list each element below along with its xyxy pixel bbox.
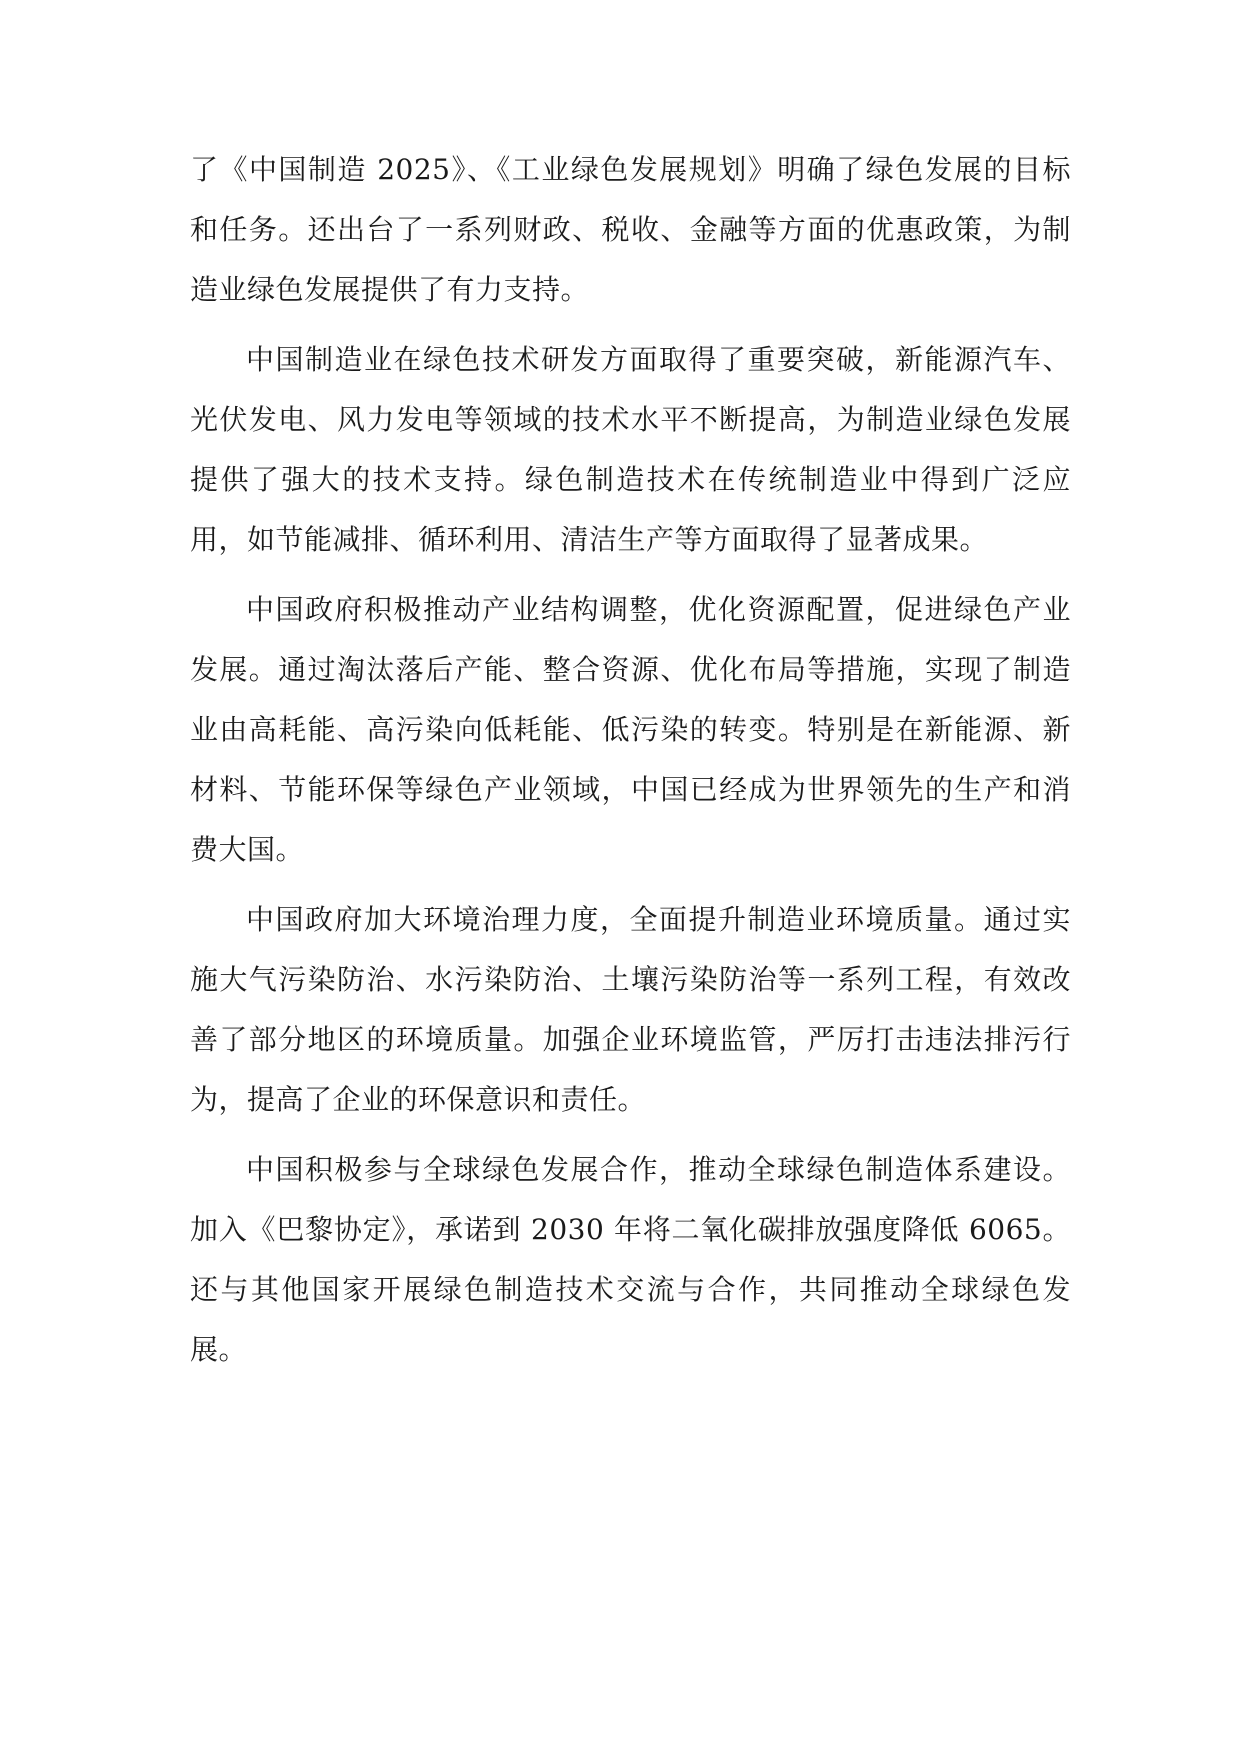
paragraph-5: 中国积极参与全球绿色发展合作，推动全球绿色制造体系建设。加入《巴黎协定》，承诺到 2030 年将二氧化碳排放强度降低 6065。还与其他国家开展绿色制造技术交流与合作，共同推动全球绿色发展。 (190, 1153, 1071, 1366)
paragraph-3: 中国政府积极推动产业结构调整，优化资源配置，促进绿色产业发展。通过淘汰落后产能、整合资源、优化布局等措施，实现了制造业由高耗能、高污染向低耗能、低污染的转变。特别是在新能源、新材料、节能环保等绿色产业领域，中国已经成为世界领先的生产和消费大国。 (190, 593, 1071, 866)
paragraph-1: 了《中国制造 2025》、《工业绿色发展规划》明确了绿色发展的目标和任务。还出台了一系列财政、税收、金融等方面的优惠政策，为制造业绿色发展提供了有力支持。 (190, 153, 1071, 306)
paragraph-2: 中国制造业在绿色技术研发方面取得了重要突破，新能源汽车、光伏发电、风力发电等领域的技术水平不断提高，为制造业绿色发展提供了强大的技术支持。绿色制造技术在传统制造业中得到广泛应用，如节能减排、循环利用、清洁生产等方面取得了显著成果。 (190, 343, 1071, 556)
paragraph-4: 中国政府加大环境治理力度，全面提升制造业环境质量。通过实施大气污染防治、水污染防治、土壤污染防治等一系列工程，有效改善了部分地区的环境质量。加强企业环境监管，严厉打击违法排污行为，提高了企业的环保意识和责任。 (190, 903, 1071, 1116)
